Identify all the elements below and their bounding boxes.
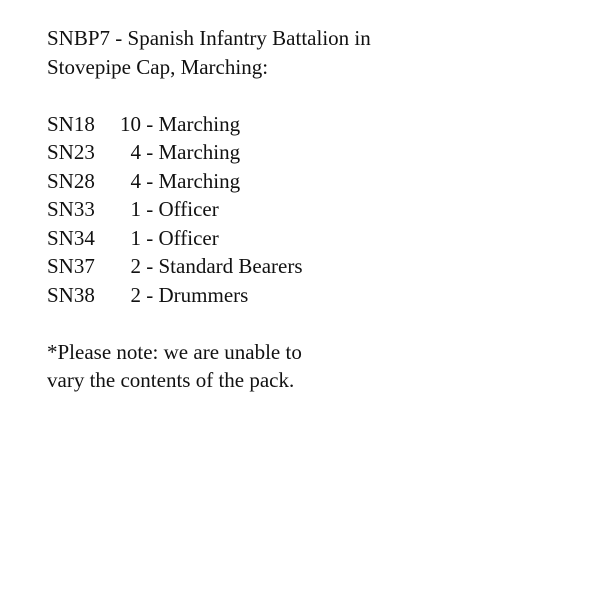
item-description: Standard Bearers — [158, 254, 303, 278]
pack-title-line-2: Stovepipe Cap, Marching: — [47, 54, 269, 79]
item-code: SN28 — [47, 168, 95, 193]
item-code: SN33 — [47, 197, 95, 221]
list-item — [47, 252, 587, 281]
spacer — [47, 81, 587, 110]
note-line-1: *Please note: we are unable to — [47, 339, 302, 364]
list-item — [47, 224, 587, 253]
pack-title — [47, 24, 587, 81]
item-quantity: 2 — [130, 254, 141, 278]
product-description — [47, 24, 587, 395]
item-description: Officer — [158, 225, 219, 250]
note-line-2: vary the contents of the pack. — [47, 368, 295, 392]
list-item — [47, 138, 587, 167]
item-description: Drummers — [158, 282, 249, 307]
item-description: Marching — [158, 168, 241, 193]
item-quantity: 1 — [130, 197, 141, 221]
item-quantity: 2 — [130, 282, 141, 307]
item-quantity: 10 — [120, 111, 141, 136]
item-quantity: 1 — [130, 225, 141, 250]
item-separator: - — [141, 282, 159, 307]
list-item — [47, 281, 587, 310]
item-code: SN23 — [47, 140, 95, 164]
item-description: Marching — [158, 140, 241, 164]
item-quantity: 4 — [130, 168, 141, 193]
item-description: Marching — [158, 111, 241, 136]
item-separator: - — [141, 111, 159, 136]
item-separator: - — [141, 168, 159, 193]
list-item — [47, 167, 587, 196]
item-separator: - — [141, 254, 159, 278]
list-item — [47, 110, 587, 139]
item-code: SN37 — [47, 254, 95, 278]
list-item — [47, 195, 587, 224]
pack-title-line-1: SNBP7 - Spanish Infantry Battalion in — [47, 26, 371, 50]
pack-contents-list — [47, 110, 587, 310]
pack-note — [47, 338, 587, 395]
item-separator: - — [141, 225, 159, 250]
item-description: Officer — [158, 197, 219, 221]
spacer — [47, 309, 587, 338]
item-separator: - — [141, 197, 159, 221]
item-code: SN38 — [47, 282, 95, 307]
item-separator: - — [141, 140, 159, 164]
item-code: SN18 — [47, 111, 95, 136]
item-code: SN34 — [47, 225, 95, 250]
item-quantity: 4 — [130, 140, 141, 164]
